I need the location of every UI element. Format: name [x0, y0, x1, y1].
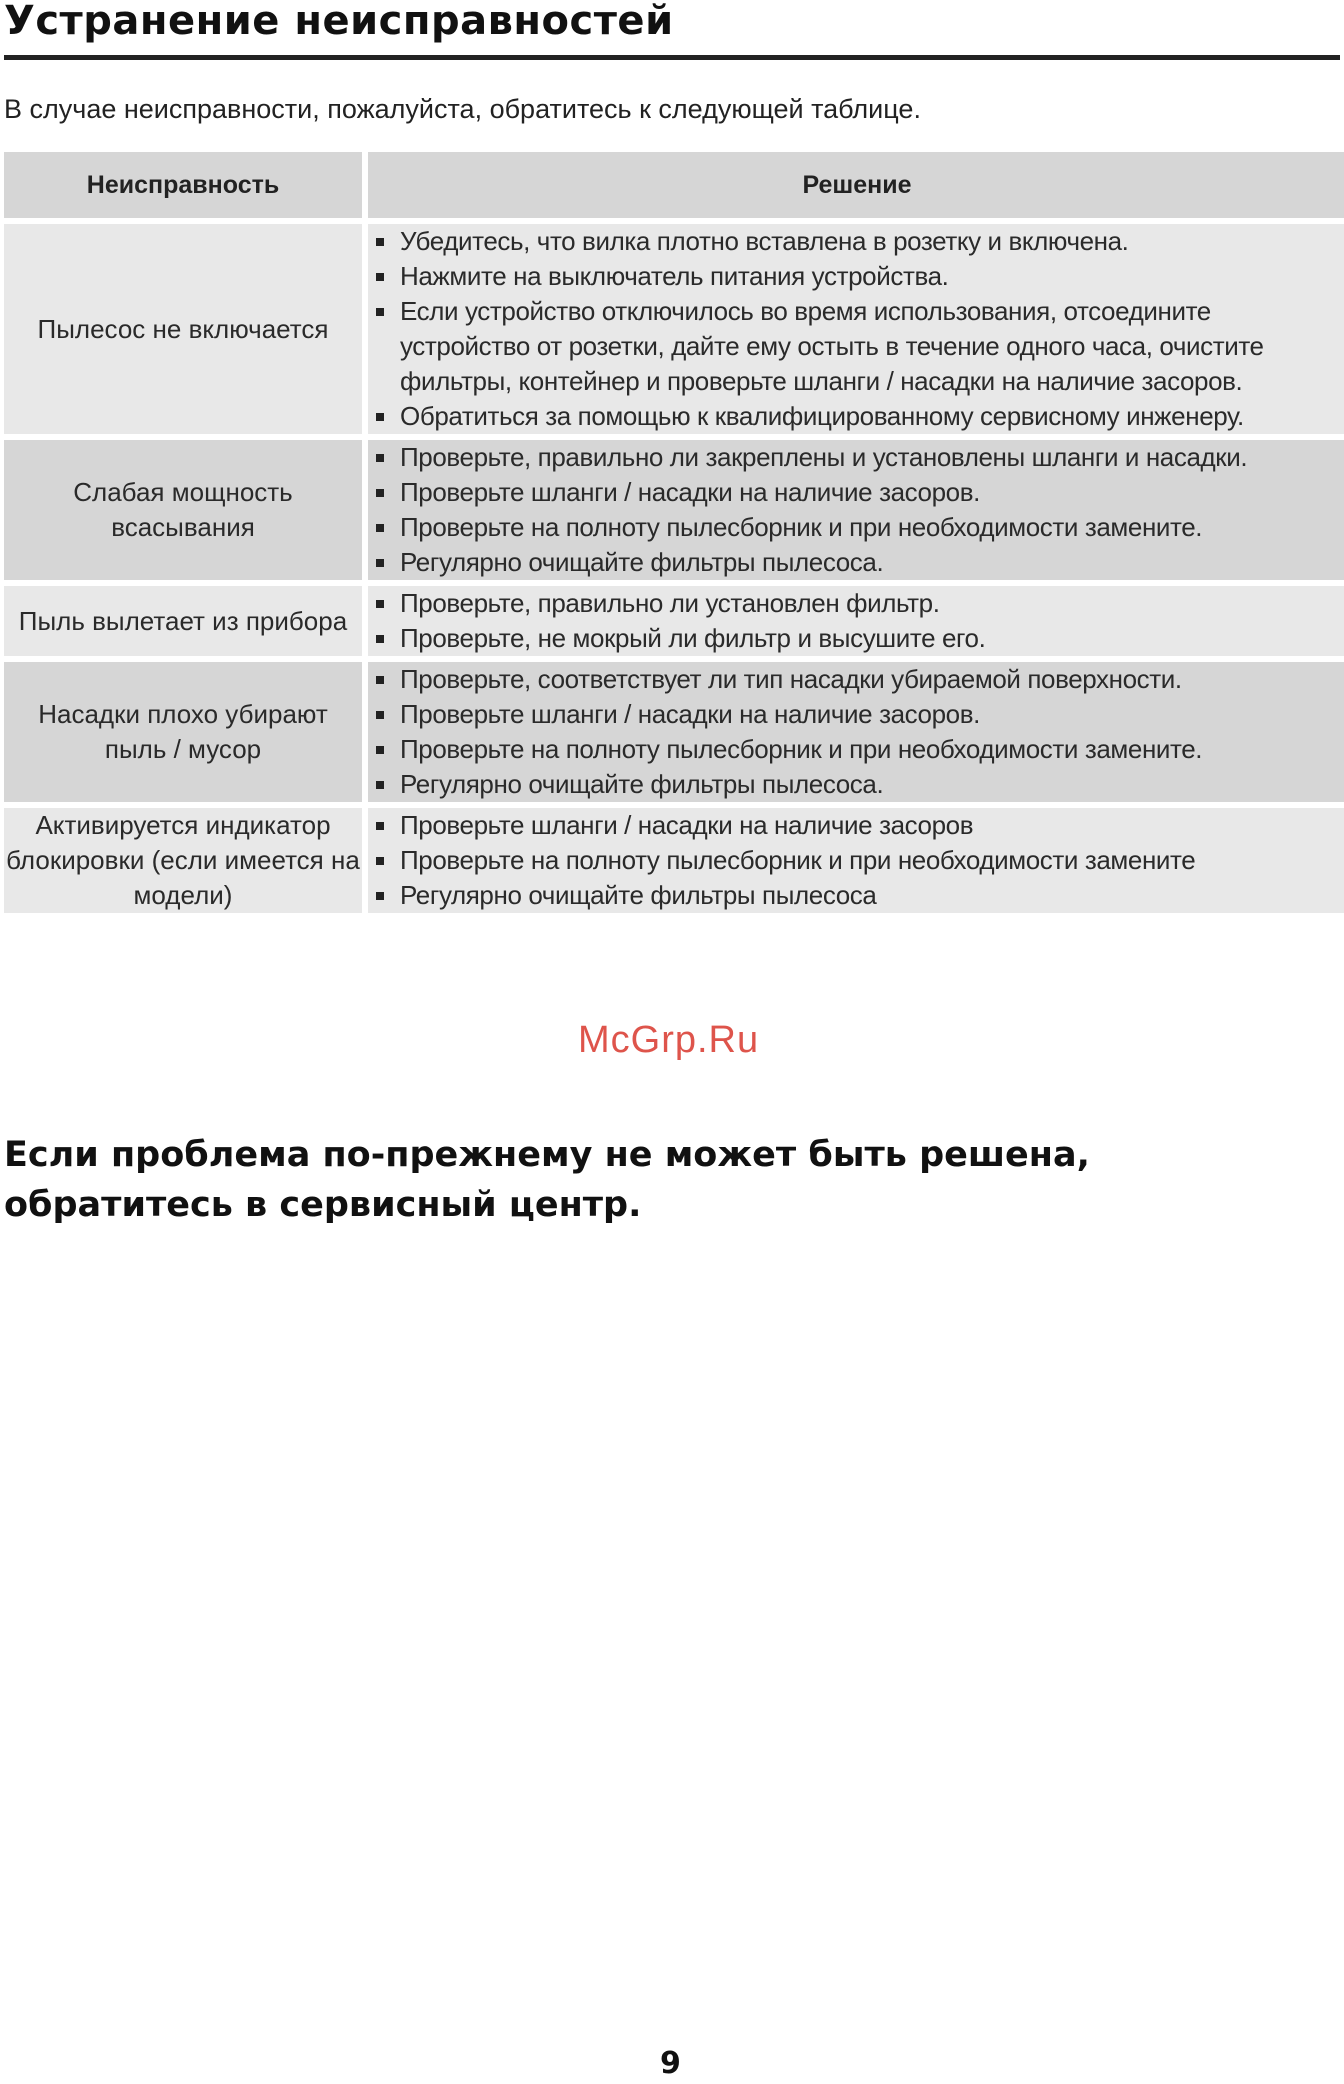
header-problem: Неисправность: [4, 152, 368, 218]
problem-cell: Пылесос не включается: [4, 224, 368, 434]
solution-item: Регулярно очищайте фильтры пылесоса.: [368, 545, 1344, 580]
problem-cell: Пыль вылетает из прибора: [4, 586, 368, 656]
solution-cell: [368, 224, 1344, 434]
solution-list: [368, 662, 1344, 802]
solution-item: Проверьте на полноту пылесборник и при необходимости замените.: [368, 732, 1344, 767]
solution-item: Проверьте, не мокрый ли фильтр и высушите его.: [368, 621, 1344, 656]
solution-list: [368, 440, 1344, 580]
intro-text: В случае неисправности, пожалуйста, обратитесь к следующей таблице.: [4, 94, 921, 124]
problem-cell: Слабая мощность всасывания: [4, 440, 368, 580]
solution-item: Регулярно очищайте фильтры пылесоса.: [368, 767, 1344, 802]
solution-list: [368, 586, 1344, 656]
page-number: 9: [660, 2046, 681, 2081]
solution-item: Проверьте, правильно ли закреплены и установлены шланги и насадки.: [368, 440, 1344, 475]
table-row: [4, 440, 1344, 580]
solution-cell: [368, 586, 1344, 656]
problem-cell: Активируется индикатор блокировки (если имеется на модели): [4, 808, 368, 913]
solution-item: Проверьте, правильно ли установлен фильтр.: [368, 586, 1344, 621]
table-row: [4, 586, 1344, 656]
page-title: Устранение неисправностей: [4, 0, 674, 44]
solution-item: Проверьте шланги / насадки на наличие засоров: [368, 808, 1344, 843]
solution-item: Если устройство отключилось во время использования, отсоедините устройство от розетки, дайте ему остыть в течение одного часа, очистите фильтры, контейнер и проверьте шланги / насадки на наличие засоров.: [368, 294, 1344, 399]
solution-item: Проверьте шланги / насадки на наличие засоров.: [368, 475, 1344, 510]
solution-item: Проверьте, соответствует ли тип насадки убираемой поверхности.: [368, 662, 1344, 697]
solution-item: Регулярно очищайте фильтры пылесоса: [368, 878, 1344, 913]
solution-item: Нажмите на выключатель питания устройства.: [368, 259, 1344, 294]
footer-note: Если проблема по-прежнему не может быть решена, обратитесь в сервисный центр.: [4, 1135, 1090, 1225]
solution-item: Обратиться за помощью к квалифицированному сервисному инженеру.: [368, 399, 1344, 434]
solution-item: Убедитесь, что вилка плотно вставлена в розетку и включена.: [368, 224, 1344, 259]
table-row: [4, 662, 1344, 802]
table-row: [4, 808, 1344, 913]
title-divider: [4, 55, 1340, 60]
table-header-row: [4, 152, 1344, 218]
header-solution: Решение: [368, 152, 1344, 218]
watermark: McGrp.Ru: [578, 1019, 760, 1061]
troubleshooting-table: [4, 146, 1344, 919]
solution-item: Проверьте на полноту пылесборник и при необходимости замените: [368, 843, 1344, 878]
solution-item: Проверьте на полноту пылесборник и при необходимости замените.: [368, 510, 1344, 545]
problem-cell: Насадки плохо убирают пыль / мусор: [4, 662, 368, 802]
solution-item: Проверьте шланги / насадки на наличие засоров.: [368, 697, 1344, 732]
solution-cell: [368, 440, 1344, 580]
solution-list: [368, 808, 1344, 913]
table-row: [4, 224, 1344, 434]
solution-list: [368, 224, 1344, 434]
solution-cell: [368, 808, 1344, 913]
solution-cell: [368, 662, 1344, 802]
